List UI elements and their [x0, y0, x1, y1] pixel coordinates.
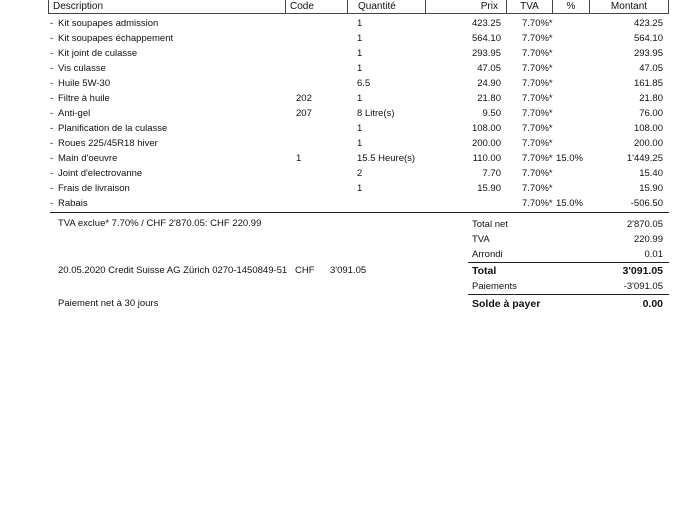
balance-rule [468, 294, 669, 295]
row-amount: 15.90 [639, 183, 663, 194]
header-amount: Montant [589, 0, 669, 14]
row-vat: 7.70%* [522, 93, 553, 104]
row-vat: 7.70%* [522, 138, 553, 149]
row-quantity: 6.5 [357, 78, 371, 89]
row-quantity: 15.5 Heure(s) [357, 153, 416, 164]
row-vat: 7.70%* [522, 168, 553, 179]
header-percent: % [552, 0, 590, 14]
row-description: Kit joint de culasse [58, 48, 138, 59]
row-bullet: - [50, 33, 54, 44]
row-bullet: - [50, 198, 54, 209]
row-vat: 7.70%* [522, 198, 553, 209]
row-quantity: 1 [357, 93, 363, 104]
row-amount: 423.25 [633, 18, 663, 29]
row-bullet: - [50, 183, 54, 194]
table-row [0, 151, 700, 166]
row-description: Rabais [58, 198, 88, 209]
row-amount: 564.10 [633, 33, 663, 44]
header-price: Prix [425, 0, 507, 14]
vat-label: TVA [472, 234, 490, 245]
vat-value: 220.99 [633, 234, 663, 245]
row-price: 423.25 [471, 18, 501, 29]
row-amount: 1'449.25 [626, 153, 663, 164]
row-bullet: - [50, 153, 54, 164]
table-row [0, 121, 700, 136]
row-description: Joint d'electrovanne [58, 168, 143, 179]
payment-line: 20.05.2020 Credit Suisse AG Zürich 0270-1450849-51 [58, 265, 288, 276]
row-code: 202 [296, 93, 312, 104]
table-row [0, 16, 700, 31]
row-bullet: - [50, 138, 54, 149]
row-price: 9.50 [482, 108, 501, 119]
payments-value: -3'091.05 [623, 281, 663, 292]
balance-label: Solde à payer [472, 298, 541, 310]
table-row [0, 166, 700, 181]
row-vat: 7.70%* [522, 183, 553, 194]
table-row [0, 46, 700, 61]
row-quantity: 1 [357, 183, 363, 194]
row-quantity: 1 [357, 18, 363, 29]
table-row [0, 91, 700, 106]
table-row [0, 181, 700, 196]
table-row [0, 31, 700, 46]
row-bullet: - [50, 18, 54, 29]
row-amount: 76.00 [639, 108, 663, 119]
row-amount: 15.40 [639, 168, 663, 179]
rounding-label: Arrondi [472, 249, 503, 260]
row-amount: 21.80 [639, 93, 663, 104]
row-description: Kit soupapes admission [58, 18, 159, 29]
row-amount: 47.05 [639, 63, 663, 74]
total-net-label: Total net [472, 219, 508, 230]
row-amount: 108.00 [633, 123, 663, 134]
total-rule [468, 262, 669, 263]
row-description: Roues 225/45R18 hiver [58, 138, 158, 149]
row-description: Huile 5W-30 [58, 78, 111, 89]
payment-terms: Paiement net à 30 jours [58, 298, 159, 309]
table-row [0, 61, 700, 76]
row-vat: 7.70%* [522, 33, 553, 44]
row-vat: 7.70%* [522, 63, 553, 74]
total-value: 3'091.05 [622, 265, 663, 277]
total-net-value: 2'870.05 [626, 219, 663, 230]
table-bottom-rule [50, 212, 669, 213]
row-price: 110.00 [472, 153, 501, 164]
row-description: Anti-gel [58, 108, 91, 119]
row-price: 15.90 [477, 183, 501, 194]
row-percent: 15.0% [556, 198, 583, 209]
row-price: 7.70 [482, 168, 501, 179]
row-quantity: 1 [357, 48, 363, 59]
row-description: Main d'oeuvre [58, 153, 118, 164]
row-amount: 161.85 [633, 78, 663, 89]
row-bullet: - [50, 78, 54, 89]
row-code: 207 [296, 108, 312, 119]
row-description: Frais de livraison [58, 183, 130, 194]
row-vat: 7.70%* [522, 18, 553, 29]
payment-currency: CHF [295, 265, 315, 276]
row-description: Kit soupapes échappement [58, 33, 174, 44]
row-amount: -506.50 [630, 198, 663, 209]
row-percent: 15.0% [556, 153, 583, 164]
balance-value: 0.00 [642, 298, 663, 310]
row-price: 24.90 [477, 78, 501, 89]
row-bullet: - [50, 108, 54, 119]
row-price: 200.00 [471, 138, 501, 149]
row-vat: 7.70%* [522, 153, 553, 164]
total-label: Total [472, 265, 497, 277]
row-vat: 7.70%* [522, 108, 553, 119]
row-quantity: 2 [357, 168, 363, 179]
row-quantity: 1 [357, 123, 363, 134]
row-quantity: 8 Litre(s) [357, 108, 395, 119]
row-quantity: 1 [357, 33, 363, 44]
row-price: 108.00 [471, 123, 501, 134]
header-description: Description [48, 0, 286, 14]
rounding-value: 0.01 [644, 249, 663, 260]
table-row [0, 106, 700, 121]
header-quantity: Quantité [347, 0, 426, 14]
row-bullet: - [50, 168, 54, 179]
row-price: 47.05 [477, 63, 501, 74]
header-code: Code [285, 0, 348, 14]
row-quantity: 1 [357, 63, 363, 74]
row-vat: 7.70%* [522, 123, 553, 134]
row-bullet: - [50, 48, 54, 59]
payments-label: Paiements [472, 281, 517, 292]
row-description: Filtre à huile [58, 93, 110, 104]
row-bullet: - [50, 93, 54, 104]
row-vat: 7.70%* [522, 48, 553, 59]
row-price: 293.95 [471, 48, 501, 59]
row-bullet: - [50, 63, 54, 74]
row-quantity: 1 [357, 138, 363, 149]
table-row [0, 196, 700, 211]
row-price: 564.10 [471, 33, 501, 44]
row-price: 21.80 [477, 93, 501, 104]
row-description: Planification de la culasse [58, 123, 168, 134]
header-vat: TVA [506, 0, 553, 14]
payment-amount: 3'091.05 [330, 265, 367, 276]
row-vat: 7.70%* [522, 78, 553, 89]
table-row [0, 76, 700, 91]
table-row [0, 136, 700, 151]
vat-summary: TVA exclue* 7.70% / CHF 2'870.05: CHF 220.99 [58, 218, 262, 229]
row-code: 1 [296, 153, 302, 164]
row-bullet: - [50, 123, 54, 134]
row-amount: 293.95 [633, 48, 663, 59]
row-amount: 200.00 [633, 138, 663, 149]
row-description: Vis culasse [58, 63, 106, 74]
